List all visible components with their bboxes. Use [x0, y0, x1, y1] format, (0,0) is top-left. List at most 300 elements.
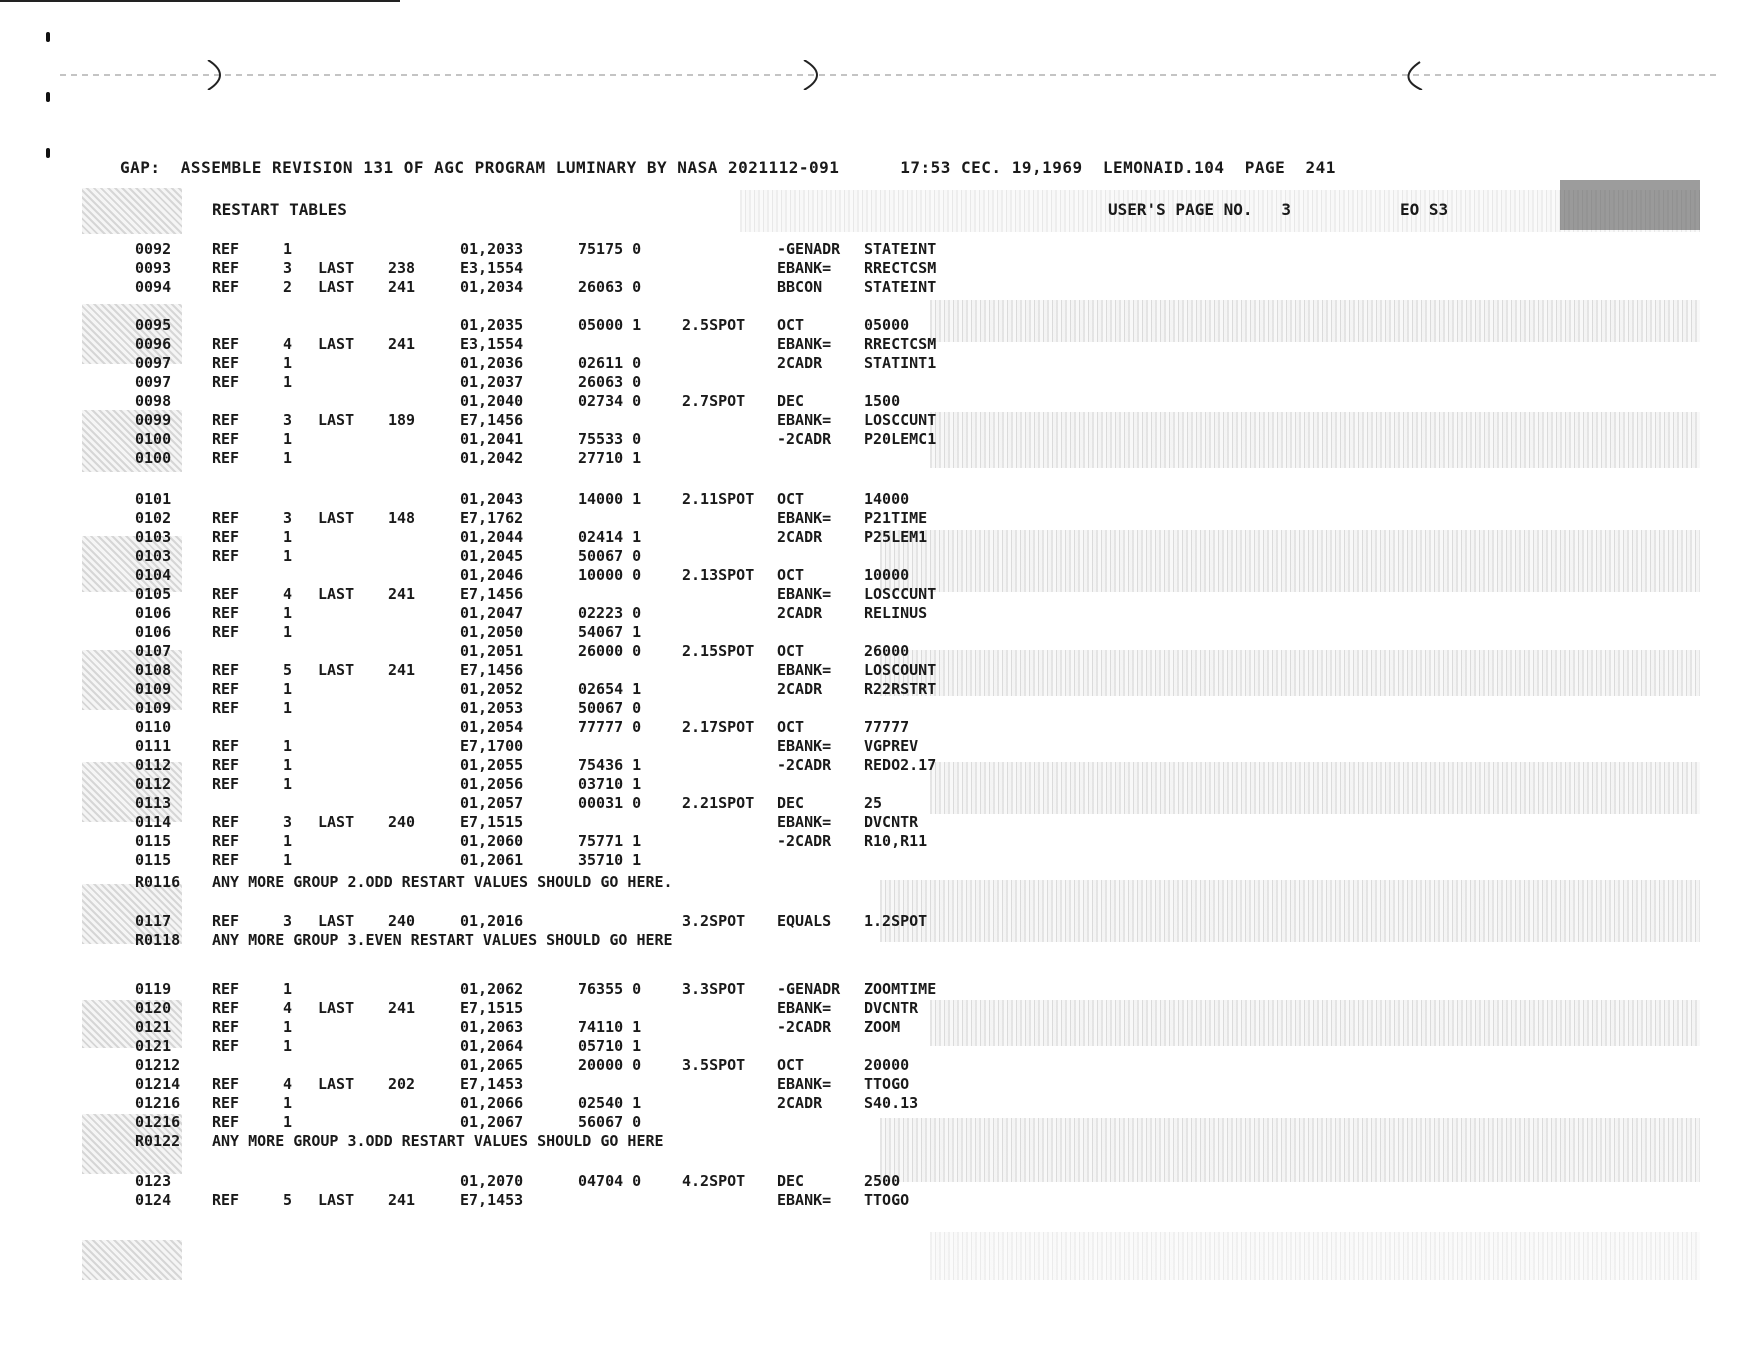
listing-row [0, 661, 1740, 681]
cell-count: 1 [283, 547, 293, 565]
cell-addr: 01,2062 [460, 980, 524, 998]
cell-lastno: 241 [388, 335, 416, 353]
cell-count: 1 [283, 832, 293, 850]
cell-line: 01214 [135, 1075, 181, 1093]
cell-word: 02414 1 [578, 528, 642, 546]
listing-row [0, 373, 1740, 393]
listing-row [0, 851, 1740, 871]
cell-addr: E3,1554 [460, 335, 524, 353]
cell-lastno: 241 [388, 1191, 416, 1209]
listing-row [0, 528, 1740, 548]
cell-word: 04704 0 [578, 1172, 642, 1190]
cell-kind: REF [212, 240, 240, 258]
listing-row [0, 794, 1740, 814]
cell-word: 02540 1 [578, 1094, 642, 1112]
cell-line: 0105 [135, 585, 172, 603]
cell-op: OCT [777, 642, 805, 660]
cell-op: OCT [777, 316, 805, 334]
cell-word: 02223 0 [578, 604, 642, 622]
cell-addr: 01,2054 [460, 718, 524, 736]
cell-arg: STATINT1 [864, 354, 937, 372]
cell-op: -2CADR [777, 756, 832, 774]
cell-kind: REF [212, 430, 240, 448]
listing-row [0, 931, 1740, 951]
cell-addr: E7,1515 [460, 813, 524, 831]
cell-arg: VGPREV [864, 737, 919, 755]
cell-kind: REF [212, 737, 240, 755]
listing-row [0, 316, 1740, 336]
cell-addr: 01,2043 [460, 490, 524, 508]
listing-row [0, 509, 1740, 529]
cell-word: 75436 1 [578, 756, 642, 774]
cell-op: 2CADR [777, 1094, 823, 1112]
listing-row [0, 259, 1740, 279]
cell-line: 0108 [135, 661, 172, 679]
cell-op: DEC [777, 392, 805, 410]
cell-op: -2CADR [777, 832, 832, 850]
cell-addr: E7,1515 [460, 999, 524, 1017]
cell-arg: 05000 [864, 316, 910, 334]
cell-lastno: 202 [388, 1075, 416, 1093]
cell-last: LAST [318, 1191, 355, 1209]
cell-op: EBANK= [777, 1191, 832, 1209]
cell-line: 0100 [135, 449, 172, 467]
cell-word: 14000 1 [578, 490, 642, 508]
listing-row [0, 775, 1740, 795]
cell-arg: LOSCOUNT [864, 661, 937, 679]
cell-count: 2 [283, 278, 293, 296]
cell-addr: 01,2040 [460, 392, 524, 410]
cell-line: 0114 [135, 813, 172, 831]
cell-word: 05710 1 [578, 1037, 642, 1055]
cell-op: -GENADR [777, 240, 841, 258]
cell-count: 1 [283, 775, 293, 793]
cell-lastno: 241 [388, 999, 416, 1017]
listing-row [0, 490, 1740, 510]
cell-last: LAST [318, 912, 355, 930]
cell-op: EBANK= [777, 259, 832, 277]
cell-line: 0109 [135, 680, 172, 698]
line-number: R0122 [135, 1132, 181, 1150]
cell-count: 1 [283, 851, 293, 869]
cell-lastno: 240 [388, 912, 416, 930]
cell-last: LAST [318, 509, 355, 527]
cell-word: 75771 1 [578, 832, 642, 850]
listing-row [0, 430, 1740, 450]
cell-lastno: 240 [388, 813, 416, 831]
cell-lastno: 241 [388, 585, 416, 603]
cell-word: 02611 0 [578, 354, 642, 372]
cell-arg: LOSCCUNT [864, 411, 937, 429]
cell-arg: ZOOM [864, 1018, 901, 1036]
listing-row [0, 335, 1740, 355]
cell-kind: REF [212, 1113, 240, 1131]
cell-op: -2CADR [777, 430, 832, 448]
cell-word: 54067 1 [578, 623, 642, 641]
cell-label: 2.11SPOT [682, 490, 755, 508]
cell-op: -GENADR [777, 980, 841, 998]
comment-text: ANY MORE GROUP 3.ODD RESTART VALUES SHOULD GO HERE [212, 1132, 664, 1150]
cell-line: 0123 [135, 1172, 172, 1190]
cell-line: 0113 [135, 794, 172, 812]
cell-line: 0094 [135, 278, 172, 296]
cell-arg: 26000 [864, 642, 910, 660]
cell-line: 0104 [135, 566, 172, 584]
cell-op: EQUALS [777, 912, 832, 930]
cell-count: 1 [283, 1018, 293, 1036]
cell-addr: 01,2050 [460, 623, 524, 641]
cell-kind: REF [212, 547, 240, 565]
cell-line: 0093 [135, 259, 172, 277]
cell-kind: REF [212, 699, 240, 717]
cell-label: 2.21SPOT [682, 794, 755, 812]
cell-line: 01212 [135, 1056, 181, 1074]
cell-addr: E3,1554 [460, 259, 524, 277]
cell-line: 0111 [135, 737, 172, 755]
cell-label: 2.13SPOT [682, 566, 755, 584]
cell-addr: 01,2065 [460, 1056, 524, 1074]
listing-row [0, 680, 1740, 700]
cell-word: 26000 0 [578, 642, 642, 660]
cell-arg: DVCNTR [864, 999, 919, 1017]
cell-arg: P25LEM1 [864, 528, 928, 546]
cell-count: 1 [283, 1094, 293, 1112]
cell-op: 2CADR [777, 528, 823, 546]
cell-arg: TTOGO [864, 1191, 910, 1209]
cell-line: 0109 [135, 699, 172, 717]
cell-arg: S40.13 [864, 1094, 919, 1112]
cell-last: LAST [318, 278, 355, 296]
cell-arg: 10000 [864, 566, 910, 584]
cell-count: 1 [283, 680, 293, 698]
cell-arg: TTOGO [864, 1075, 910, 1093]
cell-word: 02734 0 [578, 392, 642, 410]
cell-op: EBANK= [777, 585, 832, 603]
cell-kind: REF [212, 999, 240, 1017]
cell-kind: REF [212, 680, 240, 698]
cell-addr: E7,1456 [460, 661, 524, 679]
cell-count: 1 [283, 430, 293, 448]
cell-last: LAST [318, 585, 355, 603]
cell-kind: REF [212, 354, 240, 372]
cell-word: 10000 0 [578, 566, 642, 584]
cell-word: 00031 0 [578, 794, 642, 812]
listing-row [0, 912, 1740, 932]
cell-op: EBANK= [777, 411, 832, 429]
cell-line: 0097 [135, 373, 172, 391]
cell-op: BBCON [777, 278, 823, 296]
cell-line: 0095 [135, 316, 172, 334]
cell-kind: REF [212, 528, 240, 546]
cell-op: DEC [777, 794, 805, 812]
cell-line: 0096 [135, 335, 172, 353]
cell-op: -2CADR [777, 1018, 832, 1036]
cell-line: 0110 [135, 718, 172, 736]
listing-row [0, 999, 1740, 1019]
cell-word: 77777 0 [578, 718, 642, 736]
cell-label: 3.2SPOT [682, 912, 746, 930]
listing-row [0, 980, 1740, 1000]
scan-noise [82, 1240, 182, 1280]
cell-lastno: 241 [388, 278, 416, 296]
cell-arg: RRECTCSM [864, 259, 937, 277]
cell-count: 1 [283, 373, 293, 391]
cell-kind: REF [212, 756, 240, 774]
cell-line: 0101 [135, 490, 172, 508]
listing-row [0, 547, 1740, 567]
cell-count: 3 [283, 259, 293, 277]
cell-addr: E7,1456 [460, 585, 524, 603]
cell-line: 0103 [135, 528, 172, 546]
cell-op: OCT [777, 718, 805, 736]
cell-label: 3.3SPOT [682, 980, 746, 998]
cell-last: LAST [318, 259, 355, 277]
cell-op: OCT [777, 566, 805, 584]
cell-count: 4 [283, 1075, 293, 1093]
cell-label: 4.2SPOT [682, 1172, 746, 1190]
cell-last: LAST [318, 1075, 355, 1093]
binder-mark [46, 148, 50, 158]
cell-addr: E7,1456 [460, 411, 524, 429]
listing-row [0, 873, 1740, 893]
cell-line: 0121 [135, 1018, 172, 1036]
scan-noise [930, 1232, 1700, 1280]
cell-word: 50067 0 [578, 547, 642, 565]
listing-row [0, 1018, 1740, 1038]
binder-mark [46, 32, 50, 42]
cell-lastno: 148 [388, 509, 416, 527]
cell-addr: 01,2060 [460, 832, 524, 850]
cell-kind: REF [212, 832, 240, 850]
cell-addr: E7,1453 [460, 1191, 524, 1209]
cell-addr: 01,2041 [460, 430, 524, 448]
cell-word: 26063 0 [578, 373, 642, 391]
cell-arg: 1500 [864, 392, 901, 410]
cell-kind: REF [212, 373, 240, 391]
cell-addr: 01,2042 [460, 449, 524, 467]
cell-count: 1 [283, 737, 293, 755]
cell-kind: REF [212, 509, 240, 527]
cell-line: 0103 [135, 547, 172, 565]
cell-word: 27710 1 [578, 449, 642, 467]
cell-line: 0119 [135, 980, 172, 998]
cell-last: LAST [318, 411, 355, 429]
cell-addr: 01,2066 [460, 1094, 524, 1112]
cell-label: 2.15SPOT [682, 642, 755, 660]
cell-op: EBANK= [777, 661, 832, 679]
cell-count: 1 [283, 528, 293, 546]
top-rule [0, 0, 400, 2]
cell-kind: REF [212, 1191, 240, 1209]
cell-line: 01216 [135, 1094, 181, 1112]
cell-line: 01216 [135, 1113, 181, 1131]
line-number: R0116 [135, 873, 181, 891]
cell-addr: 01,2045 [460, 547, 524, 565]
cell-line: 0106 [135, 623, 172, 641]
cell-kind: REF [212, 1075, 240, 1093]
line-number: R0118 [135, 931, 181, 949]
cell-line: 0112 [135, 756, 172, 774]
cell-label: 2.17SPOT [682, 718, 755, 736]
cell-word: 35710 1 [578, 851, 642, 869]
cell-addr: 01,2057 [460, 794, 524, 812]
cell-kind: REF [212, 912, 240, 930]
cell-word: 03710 1 [578, 775, 642, 793]
cell-arg: P20LEMC1 [864, 430, 937, 448]
cell-line: 0106 [135, 604, 172, 622]
cell-kind: REF [212, 259, 240, 277]
cell-last: LAST [318, 813, 355, 831]
cell-line: 0112 [135, 775, 172, 793]
listing-row [0, 718, 1740, 738]
cell-count: 1 [283, 756, 293, 774]
cell-kind: REF [212, 1018, 240, 1036]
cell-last: LAST [318, 335, 355, 353]
cell-addr: 01,2033 [460, 240, 524, 258]
cell-count: 1 [283, 1037, 293, 1055]
listing-row [0, 756, 1740, 776]
cell-addr: 01,2053 [460, 699, 524, 717]
cell-word: 74110 1 [578, 1018, 642, 1036]
cell-arg: RRECTCSM [864, 335, 937, 353]
cell-count: 3 [283, 509, 293, 527]
cell-label: 2.5SPOT [682, 316, 746, 334]
cell-last: LAST [318, 661, 355, 679]
cell-last: LAST [318, 999, 355, 1017]
cell-op: EBANK= [777, 1075, 832, 1093]
listing-row [0, 585, 1740, 605]
cell-addr: 01,2047 [460, 604, 524, 622]
listing-row [0, 604, 1740, 624]
cell-addr: 01,2056 [460, 775, 524, 793]
cell-word: 50067 0 [578, 699, 642, 717]
cell-line: 0100 [135, 430, 172, 448]
page-header: GAP: ASSEMBLE REVISION 131 OF AGC PROGRAM LUMINARY BY NASA 2021112-091 17:53 CEC. 19,1969 LEMONAID.104 PAGE 241 [120, 158, 1336, 177]
cell-line: 0124 [135, 1191, 172, 1209]
cell-count: 5 [283, 1191, 293, 1209]
binder-mark [46, 92, 50, 102]
listing-row [0, 1191, 1740, 1211]
cell-count: 1 [283, 449, 293, 467]
listing-row [0, 278, 1740, 298]
listing-row [0, 1056, 1740, 1076]
cell-arg: LOSCCUNT [864, 585, 937, 603]
cell-count: 3 [283, 411, 293, 429]
cell-op: OCT [777, 1056, 805, 1074]
cell-arg: P21TIME [864, 509, 928, 527]
cell-word: 56067 0 [578, 1113, 642, 1131]
cell-arg: 20000 [864, 1056, 910, 1074]
cell-op: EBANK= [777, 737, 832, 755]
cell-addr: 01,2061 [460, 851, 524, 869]
cell-addr: E7,1453 [460, 1075, 524, 1093]
cell-kind: REF [212, 661, 240, 679]
cell-addr: 01,2035 [460, 316, 524, 334]
cell-count: 1 [283, 354, 293, 372]
cell-op: EBANK= [777, 813, 832, 831]
cell-kind: REF [212, 278, 240, 296]
listing-row [0, 832, 1740, 852]
cell-arg: 1.2SPOT [864, 912, 928, 930]
cell-count: 1 [283, 623, 293, 641]
listing-row [0, 1113, 1740, 1133]
cell-arg: STATEINT [864, 240, 937, 258]
section-title: RESTART TABLES [212, 200, 347, 219]
listing-row [0, 813, 1740, 833]
cell-addr: 01,2052 [460, 680, 524, 698]
cell-addr: 01,2070 [460, 1172, 524, 1190]
eo-label: EO S3 [1400, 200, 1449, 219]
cell-word: 02654 1 [578, 680, 642, 698]
cell-kind: REF [212, 623, 240, 641]
cell-op: 2CADR [777, 680, 823, 698]
listing-row [0, 737, 1740, 757]
cell-op: DEC [777, 1172, 805, 1190]
cell-line: 0120 [135, 999, 172, 1017]
cell-kind: REF [212, 604, 240, 622]
cell-op: EBANK= [777, 335, 832, 353]
cell-count: 5 [283, 661, 293, 679]
cell-label: 3.5SPOT [682, 1056, 746, 1074]
cell-addr: 01,2044 [460, 528, 524, 546]
cell-lastno: 238 [388, 259, 416, 277]
listing-row [0, 449, 1740, 469]
listing-row [0, 1075, 1740, 1095]
listing-row [0, 1172, 1740, 1192]
cell-kind: REF [212, 449, 240, 467]
cell-line: 0117 [135, 912, 172, 930]
cell-line: 0099 [135, 411, 172, 429]
cell-addr: 01,2046 [460, 566, 524, 584]
cell-addr: 01,2055 [460, 756, 524, 774]
cell-arg: REDO2.17 [864, 756, 937, 774]
cell-label: 2.7SPOT [682, 392, 746, 410]
scan-noise [82, 188, 182, 234]
cell-count: 1 [283, 699, 293, 717]
listing-row [0, 566, 1740, 586]
cell-kind: REF [212, 813, 240, 831]
cell-count: 3 [283, 813, 293, 831]
listing-row [0, 699, 1740, 719]
cell-word: 75175 0 [578, 240, 642, 258]
cell-count: 1 [283, 604, 293, 622]
cell-line: 0092 [135, 240, 172, 258]
scan-noise [1560, 180, 1700, 230]
cell-line: 0107 [135, 642, 172, 660]
cell-count: 4 [283, 335, 293, 353]
cell-count: 3 [283, 912, 293, 930]
cell-op: EBANK= [777, 509, 832, 527]
cell-arg: 25 [864, 794, 883, 812]
cell-arg: R10,R11 [864, 832, 928, 850]
comment-text: ANY MORE GROUP 3.EVEN RESTART VALUES SHOULD GO HERE [212, 931, 673, 949]
cell-addr: 01,2067 [460, 1113, 524, 1131]
cell-arg: R22RSTRT [864, 680, 937, 698]
cell-addr: 01,2037 [460, 373, 524, 391]
cell-kind: REF [212, 775, 240, 793]
listing-row [0, 1037, 1740, 1057]
cell-count: 4 [283, 999, 293, 1017]
comment-text: ANY MORE GROUP 2.ODD RESTART VALUES SHOULD GO HERE. [212, 873, 673, 891]
cell-arg: 14000 [864, 490, 910, 508]
cell-word: 26063 0 [578, 278, 642, 296]
cell-kind: REF [212, 411, 240, 429]
cell-line: 0102 [135, 509, 172, 527]
cell-arg: 2500 [864, 1172, 901, 1190]
cell-addr: 01,2016 [460, 912, 524, 930]
listing-row [0, 240, 1740, 260]
cell-addr: 01,2051 [460, 642, 524, 660]
